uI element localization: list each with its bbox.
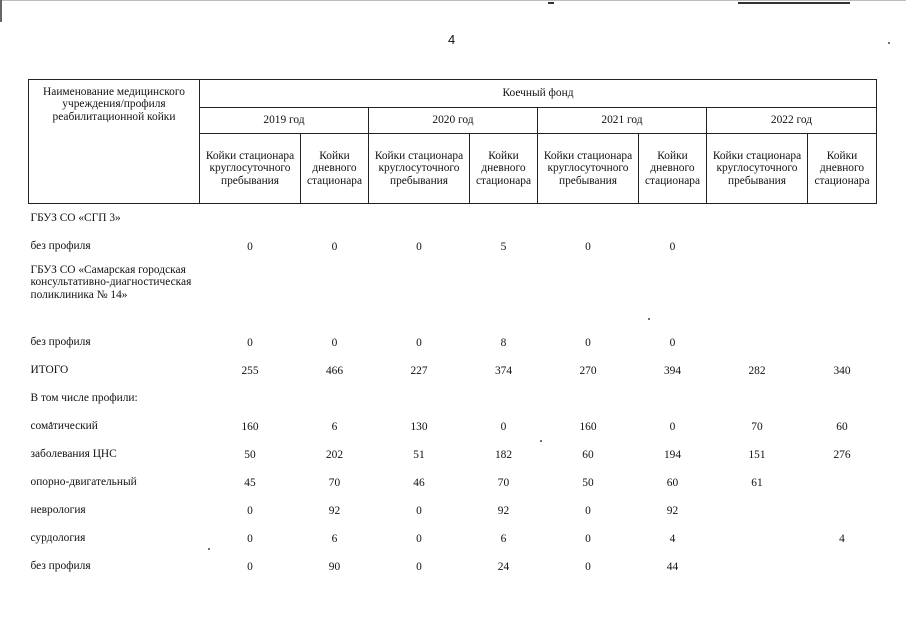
table-row <box>29 468 877 496</box>
row-label: ГБУЗ СО «Самарская городская консультативно-диагностическая поликлиника № 14» <box>30 264 192 301</box>
table-cell: 60 <box>666 476 679 489</box>
table-cell: 70 <box>328 476 341 489</box>
table-cell <box>808 468 877 496</box>
table-cell: 276 <box>833 448 851 461</box>
table-cell <box>200 260 301 328</box>
table-cell <box>808 328 877 356</box>
column-header-bed-fund: Коечный фонд <box>200 80 877 108</box>
table-cell: 0 <box>247 504 253 517</box>
table-cell <box>808 204 877 233</box>
table-cell: 282 <box>748 364 766 377</box>
table-cell: 0 <box>331 336 338 349</box>
table-cell: 0 <box>247 532 253 545</box>
table-row <box>29 328 877 356</box>
row-label: без профиля <box>30 335 91 348</box>
column-header-year: 2022 год <box>707 108 877 134</box>
table-cell: 0 <box>416 240 422 253</box>
table-cell: 160 <box>241 420 259 433</box>
table-cell <box>301 260 369 328</box>
table-cell: 0 <box>585 504 591 517</box>
table-cell <box>808 260 877 328</box>
row-label: неврология <box>30 503 86 516</box>
table-row <box>29 204 877 233</box>
table-cell: 45 <box>244 476 256 489</box>
row-label: заболевания ЦНС <box>30 447 117 460</box>
table-cell <box>707 204 808 233</box>
table-cell: 0 <box>416 560 422 573</box>
column-header-year: 2019 год <box>200 108 369 134</box>
table-cell: 44 <box>666 560 679 573</box>
table-row <box>29 440 877 468</box>
table-cell: 51 <box>413 448 425 461</box>
table-cell <box>707 384 808 412</box>
table-row <box>29 552 877 580</box>
table-cell <box>707 496 808 524</box>
table-cell: 6 <box>500 532 507 545</box>
column-header-round-the-clock: Койки стационара круглосуточного пребывания <box>200 134 301 204</box>
table-cell <box>470 260 538 328</box>
table-cell: 0 <box>416 532 422 545</box>
column-header-year: 2021 год <box>538 108 707 134</box>
scan-speck <box>888 42 890 44</box>
table-row <box>29 524 877 552</box>
column-header-day: Койки дневного стационара <box>470 134 538 204</box>
table-cell: 0 <box>416 336 422 349</box>
page-number: 4 <box>448 32 456 47</box>
table-cell <box>470 204 538 233</box>
table-cell: 60 <box>582 448 594 461</box>
table-cell <box>707 328 808 356</box>
table-cell <box>200 384 301 412</box>
table-cell: 70 <box>497 476 510 489</box>
table-cell: 60 <box>836 420 848 433</box>
table-cell: 4 <box>669 532 676 545</box>
bed-fund-table <box>28 79 877 580</box>
scan-edge <box>0 0 906 1</box>
table-cell: 70 <box>751 420 763 433</box>
table-cell: 0 <box>585 336 591 349</box>
table-cell: 374 <box>494 364 513 377</box>
table-cell: 6 <box>331 532 338 545</box>
column-header-name: Наименование медицинского учреждения/профиля реабилитационной койки <box>29 80 200 204</box>
table-cell <box>707 524 808 552</box>
table-cell: 151 <box>748 448 766 461</box>
table-cell: 90 <box>328 560 341 573</box>
table-cell <box>639 204 707 233</box>
table-cell <box>707 260 808 328</box>
table-cell <box>639 384 707 412</box>
scan-artifact <box>738 2 850 4</box>
table-cell: 0 <box>669 420 676 433</box>
table-cell <box>639 260 707 328</box>
table-row <box>29 412 877 440</box>
table-cell: 0 <box>247 560 253 573</box>
table-cell: 0 <box>585 240 591 253</box>
row-label: без профиля <box>30 559 91 572</box>
table-cell <box>808 552 877 580</box>
table-cell: 466 <box>325 364 344 377</box>
table-cell: 130 <box>410 420 428 433</box>
column-header-round-the-clock: Койки стационара круглосуточного пребывания <box>538 134 639 204</box>
table-cell: 0 <box>585 532 591 545</box>
table-cell <box>369 384 470 412</box>
table-cell: 255 <box>241 364 259 377</box>
scan-edge-mark <box>0 0 2 22</box>
table-cell: 92 <box>666 504 679 517</box>
table-row <box>29 384 877 412</box>
table-cell: 160 <box>579 420 597 433</box>
table-cell: 92 <box>497 504 510 517</box>
column-header-year: 2020 год <box>369 108 538 134</box>
table-cell: 0 <box>500 420 507 433</box>
table-cell: 8 <box>500 336 507 349</box>
table-cell: 202 <box>325 448 344 461</box>
row-label: соматический <box>30 419 98 432</box>
table-row <box>29 232 877 260</box>
table-cell <box>538 204 639 233</box>
row-label: без профиля <box>30 239 91 252</box>
table-header <box>29 80 877 204</box>
column-header-round-the-clock: Койки стационара круглосуточного пребывания <box>369 134 470 204</box>
table-cell: 0 <box>669 240 676 253</box>
table-cell <box>808 232 877 260</box>
table-cell: 394 <box>663 364 682 377</box>
table-cell: 270 <box>579 364 597 377</box>
table-cell: 227 <box>410 364 428 377</box>
table-cell: 0 <box>331 240 338 253</box>
table-cell: 24 <box>497 560 510 573</box>
table-cell: 50 <box>582 476 594 489</box>
table-cell: 0 <box>585 560 591 573</box>
table-cell: 194 <box>663 448 682 461</box>
table-cell: 4 <box>839 532 845 545</box>
table-cell <box>301 204 369 233</box>
table-cell <box>200 204 301 233</box>
table-cell: 5 <box>500 240 507 253</box>
table-cell: 61 <box>751 476 763 489</box>
table-cell <box>301 384 369 412</box>
table-row <box>29 356 877 384</box>
row-label: В том числе профили: <box>30 391 138 404</box>
table-cell: 0 <box>247 240 253 253</box>
table-cell: 50 <box>244 448 256 461</box>
table-cell: 0 <box>669 336 676 349</box>
row-label: опорно-двигательный <box>30 475 137 488</box>
table-cell: 182 <box>494 448 513 461</box>
table-row <box>29 496 877 524</box>
column-header-day: Койки дневного стационара <box>301 134 369 204</box>
table-cell: 6 <box>331 420 338 433</box>
table-cell: 46 <box>413 476 425 489</box>
table-cell <box>369 204 470 233</box>
table-cell <box>808 384 877 412</box>
row-label: сурдология <box>30 531 86 544</box>
table-cell: 340 <box>833 364 851 377</box>
table-cell: 0 <box>247 336 253 349</box>
row-label: ГБУЗ СО «СГП 3» <box>30 211 121 224</box>
table-row <box>29 260 877 328</box>
row-label: ИТОГО <box>30 363 69 376</box>
table-cell <box>808 496 877 524</box>
table-cell: 92 <box>328 504 341 517</box>
column-header-day: Койки дневного стационара <box>808 134 877 204</box>
column-header-round-the-clock: Койки стационара круглосуточного пребывания <box>707 134 808 204</box>
table-cell: 0 <box>416 504 422 517</box>
table-cell <box>470 384 538 412</box>
scan-artifact <box>548 2 554 4</box>
table-cell <box>538 260 639 328</box>
table-cell <box>538 384 639 412</box>
table-cell <box>707 232 808 260</box>
table-cell <box>369 260 470 328</box>
table-cell <box>707 552 808 580</box>
column-header-day: Койки дневного стационара <box>639 134 707 204</box>
table-body <box>29 204 877 581</box>
